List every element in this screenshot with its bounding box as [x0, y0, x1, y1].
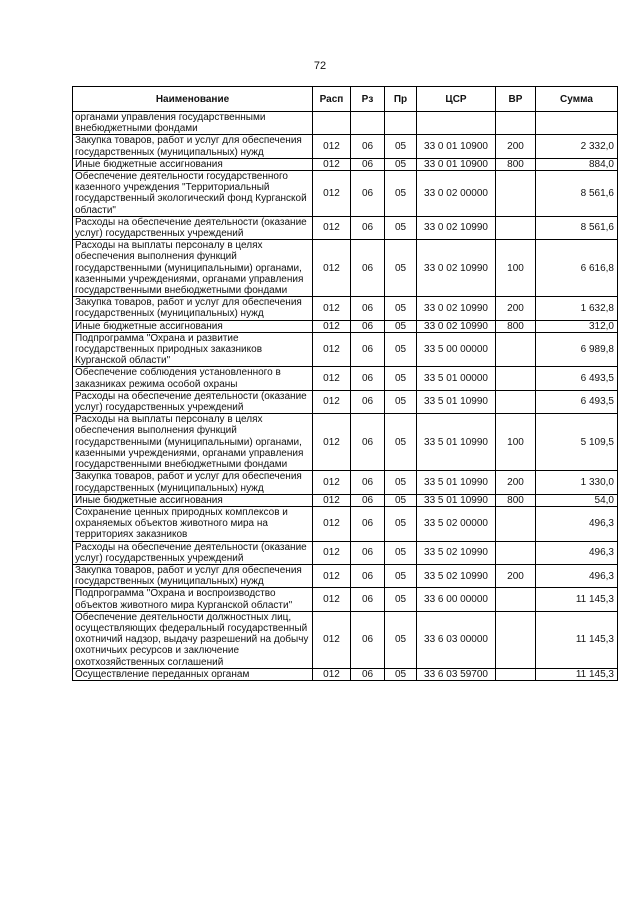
cell-vr [496, 668, 536, 680]
cell-rz: 06 [351, 541, 385, 564]
cell-rz [351, 112, 385, 135]
cell-csr: 33 0 01 10900 [417, 158, 496, 170]
cell-rasp: 012 [313, 564, 351, 587]
cell-vr [496, 332, 536, 367]
cell-sum: 6 989,8 [536, 332, 618, 367]
cell-rasp: 012 [313, 171, 351, 217]
cell-sum: 1 632,8 [536, 297, 618, 320]
cell-sum: 1 330,0 [536, 471, 618, 494]
cell-vr: 200 [496, 471, 536, 494]
cell-sum: 496,3 [536, 506, 618, 541]
cell-vr [496, 588, 536, 611]
cell-csr: 33 5 01 10990 [417, 414, 496, 471]
cell-sum: 8 561,6 [536, 216, 618, 239]
cell-sum: 11 145,3 [536, 588, 618, 611]
cell-name: Расходы на обеспечение деятельности (оказание услуг) государственных учреждений [73, 390, 313, 413]
cell-vr [496, 390, 536, 413]
cell-name: Закупка товаров, работ и услуг для обеспечения государственных (муниципальных) нужд [73, 564, 313, 587]
table-row [73, 588, 618, 611]
cell-vr: 800 [496, 494, 536, 506]
cell-rasp [313, 112, 351, 135]
cell-name: Закупка товаров, работ и услуг для обеспечения государственных (муниципальных) нужд [73, 297, 313, 320]
cell-rasp: 012 [313, 611, 351, 668]
cell-sum: 11 145,3 [536, 611, 618, 668]
cell-vr: 200 [496, 564, 536, 587]
cell-rasp: 012 [313, 668, 351, 680]
cell-rasp: 012 [313, 135, 351, 158]
cell-vr: 100 [496, 240, 536, 297]
cell-name: Подпрограмма "Охрана и воспроизводство объектов животного мира Курганской области" [73, 588, 313, 611]
cell-name: Обеспечение соблюдения установленного в заказниках режима особой охраны [73, 367, 313, 390]
table-row [73, 367, 618, 390]
cell-pr: 05 [385, 588, 417, 611]
table-row [73, 332, 618, 367]
table-row [73, 135, 618, 158]
table-row [73, 506, 618, 541]
table-row [73, 564, 618, 587]
cell-rz: 06 [351, 171, 385, 217]
cell-pr: 05 [385, 320, 417, 332]
cell-name: Обеспечение деятельности должностных лиц, осуществляющих федеральный государственный охотничий надзор, выдачу разрешений на добычу охотничьих ресурсов и заключение охотхозяйственных соглашений [73, 611, 313, 668]
cell-csr: 33 6 00 00000 [417, 588, 496, 611]
table-header-row [73, 87, 618, 112]
table-body [73, 112, 618, 681]
table-row [73, 171, 618, 217]
cell-rz: 06 [351, 135, 385, 158]
cell-pr: 05 [385, 611, 417, 668]
cell-csr: 33 5 02 00000 [417, 506, 496, 541]
cell-sum: 496,3 [536, 564, 618, 587]
cell-name: Подпрограмма "Охрана и развитие государственных природных заказников Курганской области" [73, 332, 313, 367]
cell-pr: 05 [385, 414, 417, 471]
cell-csr: 33 5 02 10990 [417, 564, 496, 587]
table-row [73, 494, 618, 506]
column-header-rz: Рз [351, 87, 385, 112]
cell-csr: 33 5 02 10990 [417, 541, 496, 564]
cell-rz: 06 [351, 611, 385, 668]
cell-rasp: 012 [313, 506, 351, 541]
page-number: 72 [313, 60, 327, 72]
column-header-csr: ЦСР [417, 87, 496, 112]
cell-name: Расходы на обеспечение деятельности (оказание услуг) государственных учреждений [73, 541, 313, 564]
cell-sum: 6 493,5 [536, 367, 618, 390]
column-header-pr: Пр [385, 87, 417, 112]
cell-rz: 06 [351, 506, 385, 541]
cell-rz: 06 [351, 320, 385, 332]
cell-pr: 05 [385, 135, 417, 158]
cell-sum: 6 493,5 [536, 390, 618, 413]
cell-name: Осуществление переданных органам [73, 668, 313, 680]
cell-csr: 33 0 02 10990 [417, 216, 496, 239]
cell-pr: 05 [385, 506, 417, 541]
cell-pr: 05 [385, 297, 417, 320]
cell-rasp: 012 [313, 494, 351, 506]
table-row [73, 471, 618, 494]
cell-vr [496, 216, 536, 239]
column-header-sum: Сумма [536, 87, 618, 112]
budget-table [72, 86, 618, 681]
cell-rasp: 012 [313, 588, 351, 611]
cell-pr: 05 [385, 240, 417, 297]
cell-sum: 496,3 [536, 541, 618, 564]
cell-csr: 33 0 01 10900 [417, 135, 496, 158]
table-row [73, 541, 618, 564]
cell-sum: 11 145,3 [536, 668, 618, 680]
cell-vr [496, 541, 536, 564]
cell-rz: 06 [351, 414, 385, 471]
cell-vr [496, 112, 536, 135]
cell-name: Закупка товаров, работ и услуг для обеспечения государственных (муниципальных) нужд [73, 135, 313, 158]
cell-vr [496, 611, 536, 668]
cell-rasp: 012 [313, 320, 351, 332]
cell-name: Расходы на выплаты персоналу в целях обеспечения выполнения функций государственными (муниципальными) органами, казенными учреждениями, органами управления государственными внебюджетными фондами [73, 240, 313, 297]
cell-vr [496, 506, 536, 541]
table-row [73, 611, 618, 668]
cell-rasp: 012 [313, 390, 351, 413]
cell-rz: 06 [351, 390, 385, 413]
cell-vr: 100 [496, 414, 536, 471]
cell-pr: 05 [385, 171, 417, 217]
cell-csr: 33 6 03 00000 [417, 611, 496, 668]
cell-pr: 05 [385, 216, 417, 239]
cell-name: Расходы на выплаты персоналу в целях обеспечения выполнения функций государственными (муниципальными) органами, казенными учреждениями, органами управления государственными внебюджетными фондами [73, 414, 313, 471]
cell-pr: 05 [385, 158, 417, 170]
cell-name: Иные бюджетные ассигнования [73, 320, 313, 332]
cell-rz: 06 [351, 240, 385, 297]
cell-vr: 200 [496, 297, 536, 320]
cell-name: Сохранение ценных природных комплексов и охраняемых объектов животного мира на территориях заказников [73, 506, 313, 541]
cell-csr: 33 6 03 59700 [417, 668, 496, 680]
table-row [73, 320, 618, 332]
cell-rz: 06 [351, 216, 385, 239]
column-header-name: Наименование [73, 87, 313, 112]
cell-name: Иные бюджетные ассигнования [73, 158, 313, 170]
cell-sum: 2 332,0 [536, 135, 618, 158]
cell-sum [536, 112, 618, 135]
cell-vr: 200 [496, 135, 536, 158]
cell-rasp: 012 [313, 414, 351, 471]
table-row [73, 297, 618, 320]
cell-csr: 33 0 02 10990 [417, 297, 496, 320]
cell-pr [385, 112, 417, 135]
cell-rz: 06 [351, 367, 385, 390]
cell-pr: 05 [385, 541, 417, 564]
cell-csr: 33 5 01 10990 [417, 390, 496, 413]
column-header-vr: ВР [496, 87, 536, 112]
cell-rz: 06 [351, 494, 385, 506]
cell-sum: 5 109,5 [536, 414, 618, 471]
cell-csr: 33 0 02 00000 [417, 171, 496, 217]
cell-rasp: 012 [313, 367, 351, 390]
cell-rasp: 012 [313, 297, 351, 320]
cell-vr [496, 171, 536, 217]
cell-csr: 33 5 00 00000 [417, 332, 496, 367]
table-row [73, 390, 618, 413]
cell-pr: 05 [385, 564, 417, 587]
table-row [73, 240, 618, 297]
cell-vr: 800 [496, 320, 536, 332]
cell-csr: 33 5 01 00000 [417, 367, 496, 390]
column-header-rasp: Расп [313, 87, 351, 112]
cell-csr: 33 0 02 10990 [417, 240, 496, 297]
cell-rz: 06 [351, 332, 385, 367]
cell-sum: 8 561,6 [536, 171, 618, 217]
cell-pr: 05 [385, 494, 417, 506]
cell-pr: 05 [385, 367, 417, 390]
cell-rz: 06 [351, 297, 385, 320]
table-row [73, 112, 618, 135]
table-row [73, 668, 618, 680]
cell-vr [496, 367, 536, 390]
table-row [73, 158, 618, 170]
cell-rz: 06 [351, 668, 385, 680]
cell-rz: 06 [351, 471, 385, 494]
cell-csr [417, 112, 496, 135]
cell-name: органами управления государственными внебюджетными фондами [73, 112, 313, 135]
cell-rasp: 012 [313, 240, 351, 297]
cell-sum: 6 616,8 [536, 240, 618, 297]
cell-vr: 800 [496, 158, 536, 170]
cell-name: Расходы на обеспечение деятельности (оказание услуг) государственных учреждений [73, 216, 313, 239]
cell-sum: 312,0 [536, 320, 618, 332]
cell-rasp: 012 [313, 332, 351, 367]
cell-sum: 54,0 [536, 494, 618, 506]
cell-rz: 06 [351, 588, 385, 611]
cell-rasp: 012 [313, 158, 351, 170]
cell-rasp: 012 [313, 216, 351, 239]
cell-name: Закупка товаров, работ и услуг для обеспечения государственных (муниципальных) нужд [73, 471, 313, 494]
cell-name: Иные бюджетные ассигнования [73, 494, 313, 506]
cell-pr: 05 [385, 390, 417, 413]
cell-csr: 33 5 01 10990 [417, 494, 496, 506]
table-row [73, 414, 618, 471]
cell-csr: 33 5 01 10990 [417, 471, 496, 494]
cell-rasp: 012 [313, 471, 351, 494]
cell-rz: 06 [351, 564, 385, 587]
cell-csr: 33 0 02 10990 [417, 320, 496, 332]
cell-rz: 06 [351, 158, 385, 170]
cell-name: Обеспечение деятельности государственного казенного учреждения "Территориальный государственный экологический фонд Курганской области" [73, 171, 313, 217]
cell-sum: 884,0 [536, 158, 618, 170]
cell-pr: 05 [385, 332, 417, 367]
cell-pr: 05 [385, 471, 417, 494]
table-row [73, 216, 618, 239]
cell-pr: 05 [385, 668, 417, 680]
cell-rasp: 012 [313, 541, 351, 564]
